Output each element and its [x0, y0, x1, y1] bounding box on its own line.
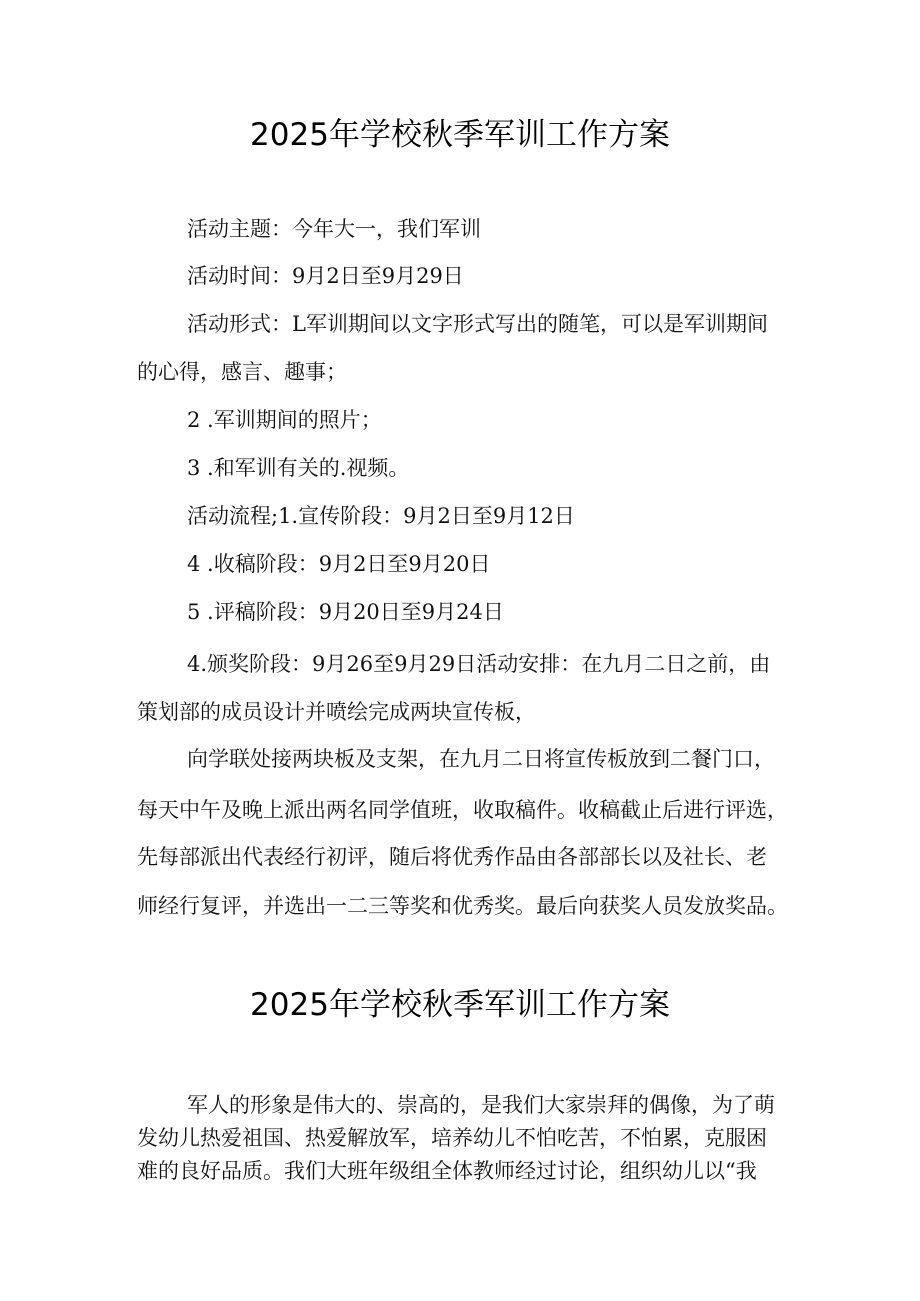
document-title: 2025年学校秋季军训工作方案 — [250, 117, 670, 153]
paragraph-line: 先每部派出代表经行初评，随后将优秀作品由各部部长以及社长、老 — [137, 845, 767, 869]
paragraph-line: 向学联处接两块板及支架，在九月二日将宣传板放到二餐门口， — [187, 747, 775, 771]
paragraph-line: 5 .评稿阶段：9月20日至9月24日 — [187, 600, 504, 624]
paragraph-line: 策划部的成员设计并喷绘完成两块宣传板， — [137, 700, 536, 724]
paragraph-line: 活动主题：今年大一，我们军训 — [187, 217, 481, 241]
paragraph-line: 2 .军训期间的照片； — [187, 408, 382, 432]
paragraph-line: 发幼儿热爱祖国、热爱解放军，培养幼儿不怕吃苦，不怕累，克服困 — [137, 1126, 767, 1150]
paragraph-line: 师经行复评，并选出一二三等奖和优秀奖。最后向获奖人员发放奖品。 — [137, 894, 788, 918]
paragraph-line: 难的良好品质。我们大班年级组全体教师经过讨论，组织幼儿以“我 — [137, 1159, 757, 1183]
paragraph-line: 每天中午及晚上派出两名同学值班，收取稿件。收稿截止后进行评选， — [137, 798, 788, 822]
paragraph-line: 活动时间：9月2日至9月29日 — [187, 264, 464, 288]
paragraph-line: 活动形式：L军训期间以文字形式写出的随笔，可以是军训期间 — [187, 312, 768, 336]
document-title: 2025年学校秋季军训工作方案 — [250, 987, 670, 1023]
paragraph-line: 军人的形象是伟大的、崇高的，是我们大家崇拜的偶像，为了萌 — [187, 1093, 775, 1117]
paragraph-line: 的心得，感言、趣事； — [137, 360, 347, 384]
paragraph-line: 4.颁奖阶段：9月26至9月29日活动安排：在九月二日之前，由 — [187, 652, 771, 676]
paragraph-line: 活动流程;1.宣传阶段：9月2日至9月12日 — [187, 504, 575, 528]
paragraph-line: 3 .和军训有关的.视频。 — [187, 456, 410, 480]
paragraph-line: 4 .收稿阶段：9月2日至9月20日 — [187, 552, 491, 576]
